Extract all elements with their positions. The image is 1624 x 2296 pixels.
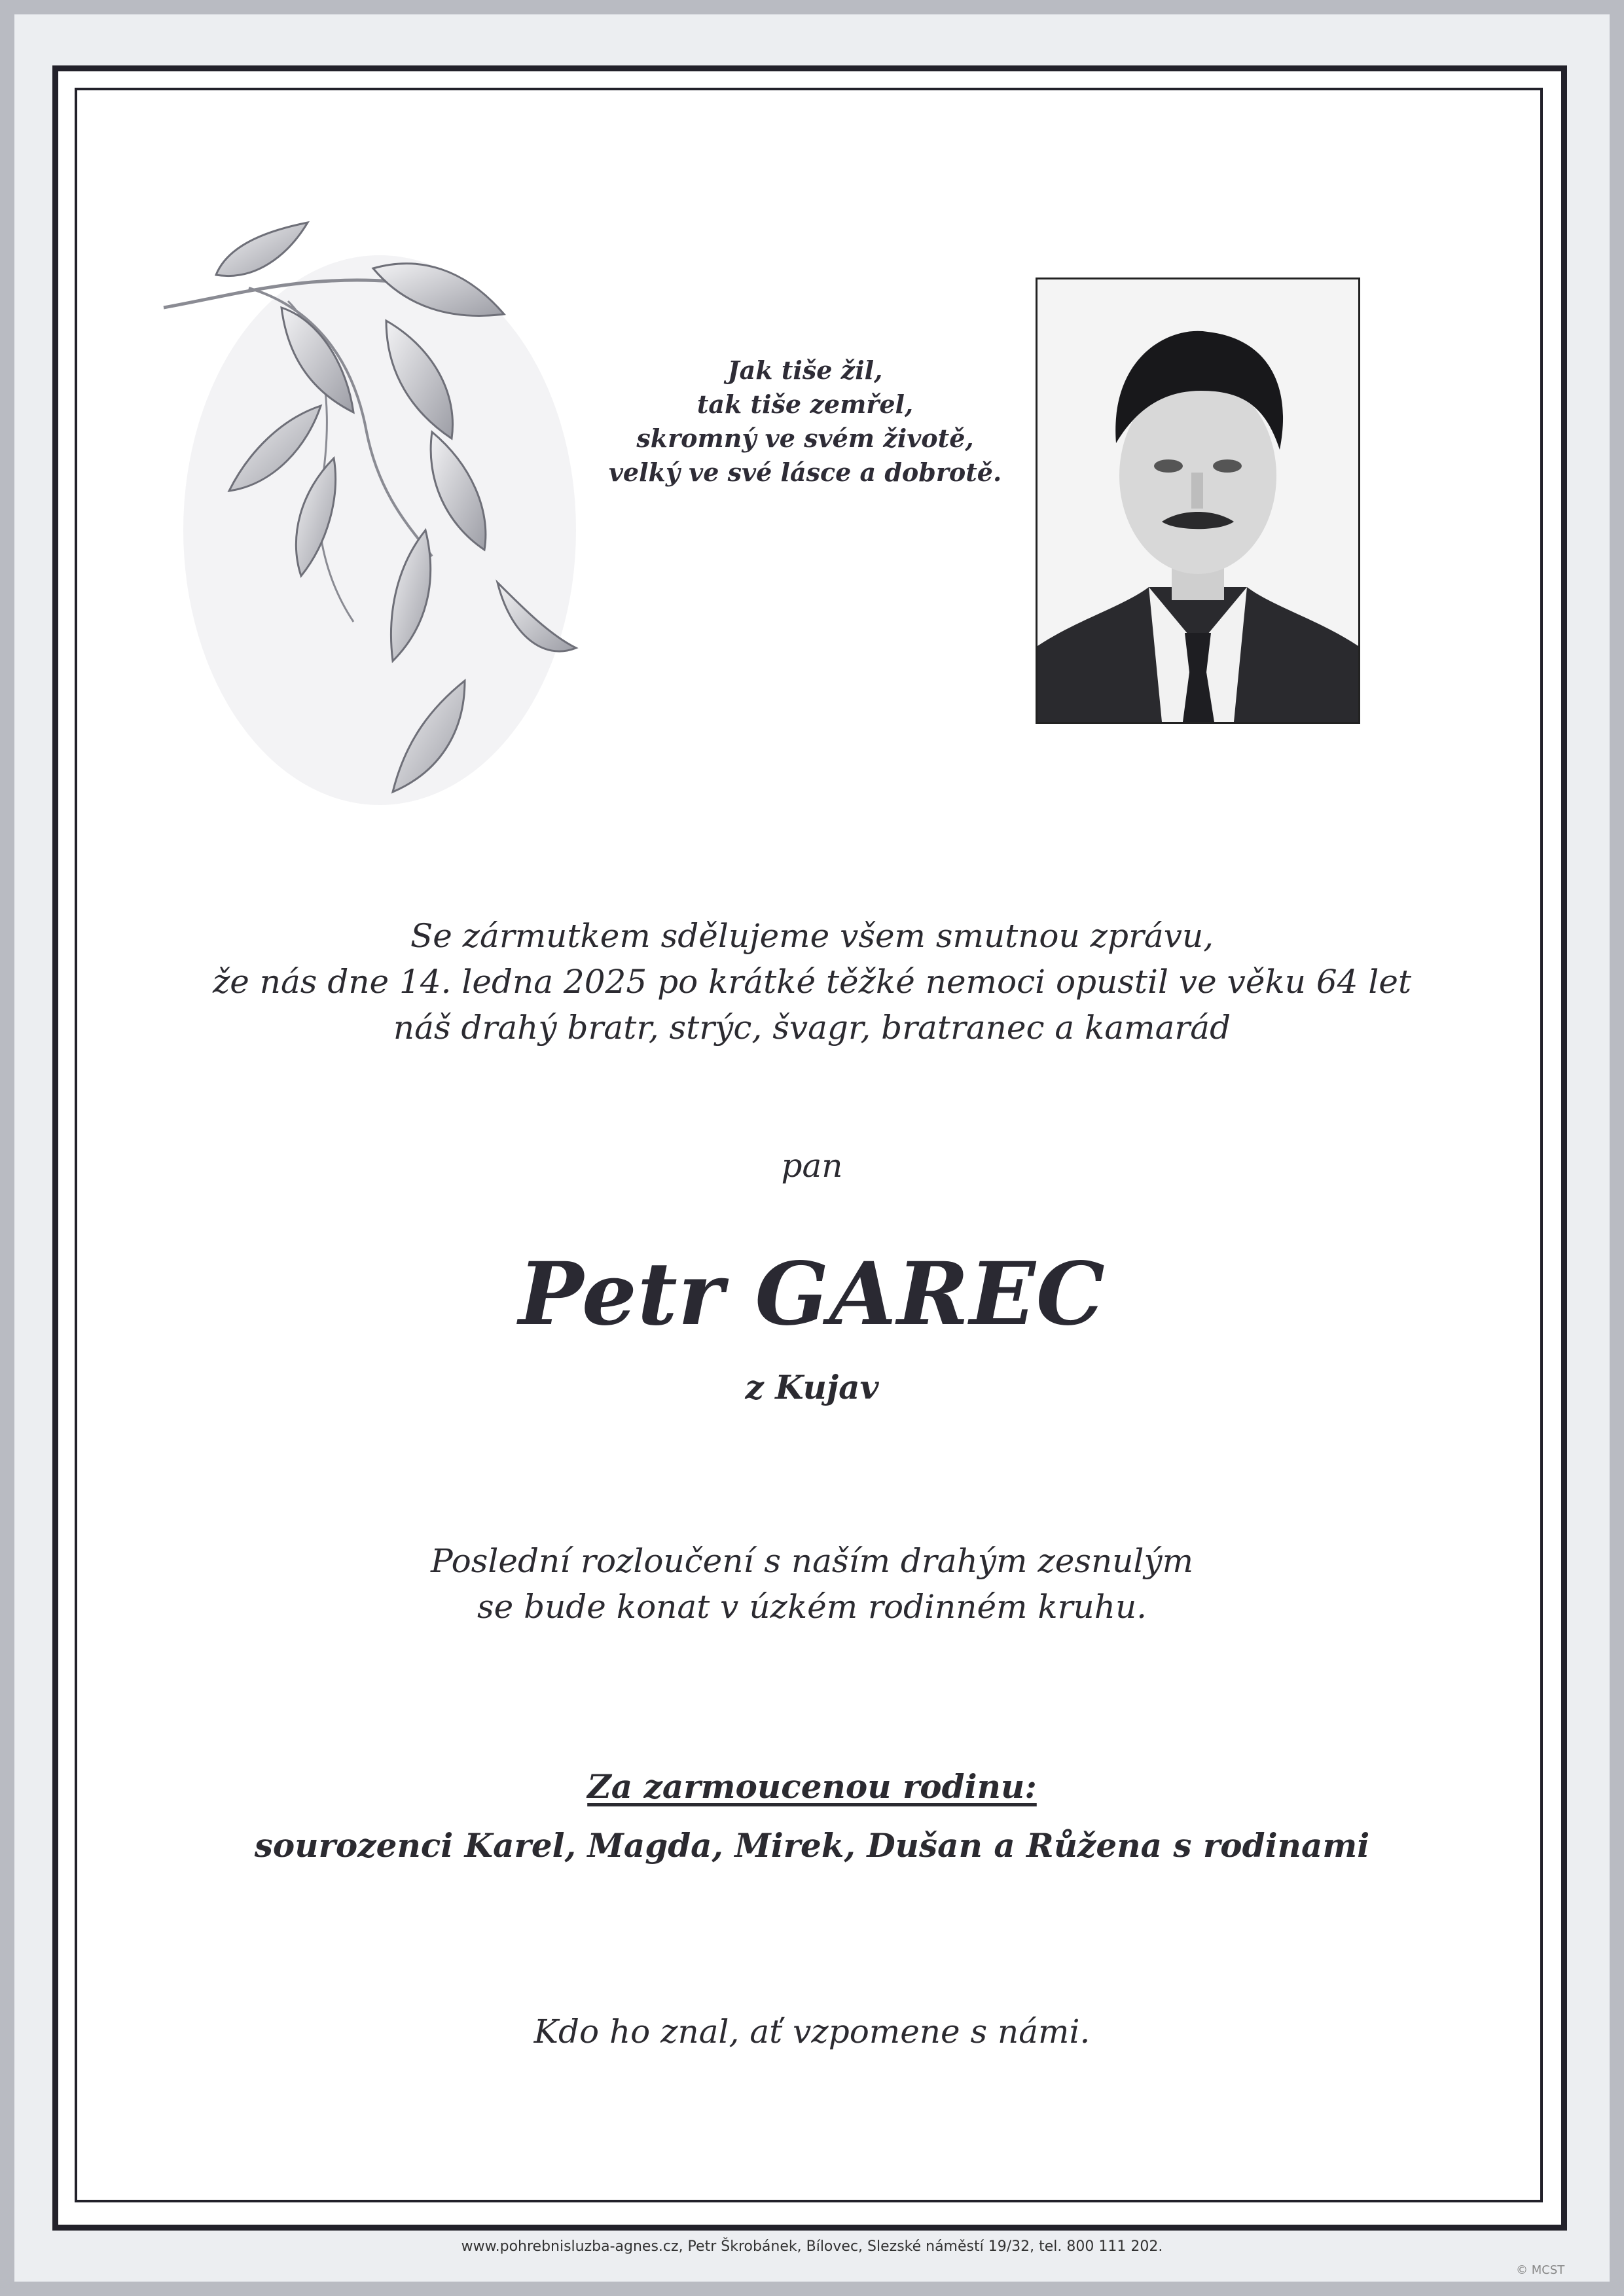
portrait-image [1038, 279, 1358, 722]
farewell-line: se bude konat v úzkém rodinném kruhu. [477, 1588, 1147, 1626]
family-heading: Za zarmoucenou rodinu: [587, 1767, 1037, 1806]
farewell-text [0, 1538, 1624, 1630]
announcement-text [0, 913, 1624, 1050]
verse-line: velký ve své lásce a dobrotě. [608, 457, 1002, 487]
closing-line: Kdo ho znal, ať vzpomene s námi. [533, 2013, 1091, 2051]
verse-line: skromný ve svém životě, [636, 423, 974, 453]
title-word: pan [781, 1147, 843, 1185]
portrait-photo [1036, 278, 1360, 724]
memorial-verse [576, 353, 1034, 490]
origin-place: z Kujav [745, 1368, 879, 1407]
family-names: sourozenci Karel, Magda, Mirek, Dušan a Růžena s rodinami [254, 1826, 1370, 1865]
announcement-line: Se zármutkem sdělujeme všem smutnou zprávu, [410, 917, 1214, 955]
verse-line: Jak tiše žil, [727, 355, 883, 385]
deceased-name: Petr GAREC [518, 1244, 1106, 1345]
verse-line: tak tiše zemřel, [696, 389, 914, 419]
watermark: © MCST [1516, 2263, 1565, 2277]
footer-contact: www.pohrebnisluzba-agnes.cz, Petr Škrobánek, Bílovec, Slezské náměstí 19/32, tel. 800 111 202. [461, 2238, 1163, 2255]
announcement-line: že nás dne 14. ledna 2025 po krátké těžké nemoci opustil ve věku 64 let [212, 963, 1412, 1001]
announcement-line: náš drahý bratr, strýc, švagr, bratranec a kamarád [393, 1009, 1231, 1047]
leaf-branch-illustration [157, 216, 602, 818]
farewell-line: Poslední rozloučení s naším drahým zesnulým [430, 1542, 1193, 1580]
